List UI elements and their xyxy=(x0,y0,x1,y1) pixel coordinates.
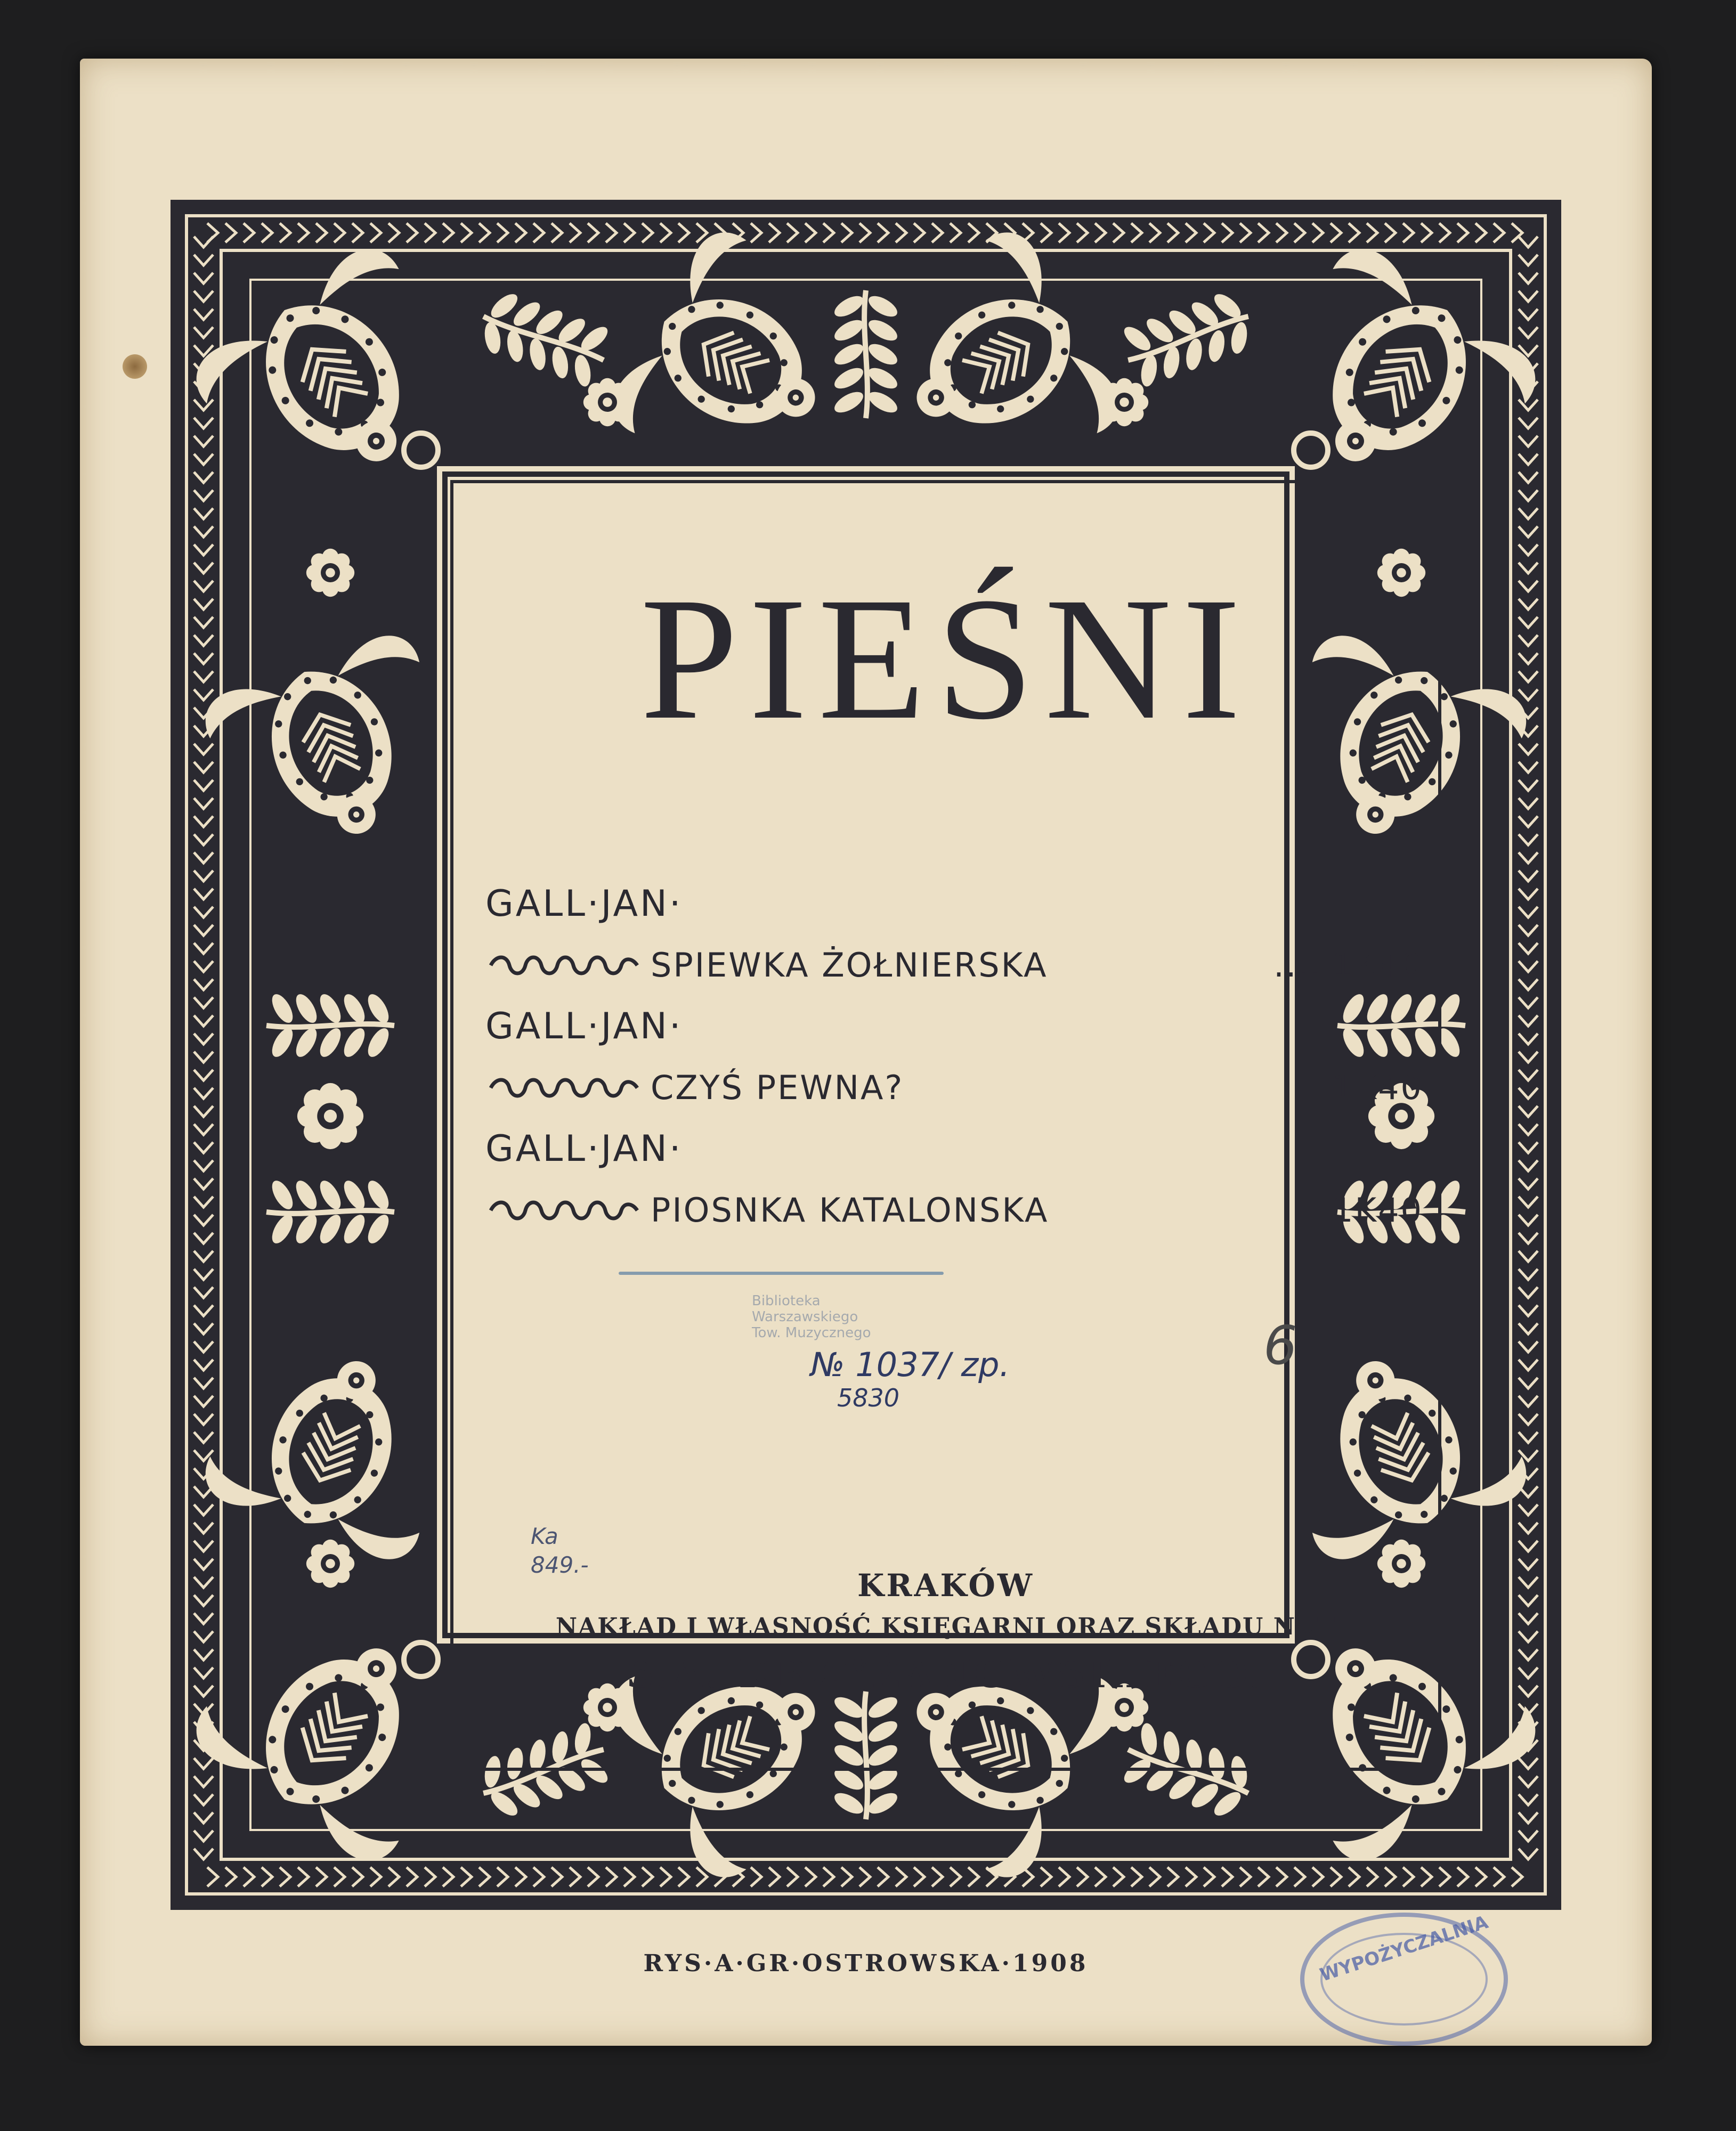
entry-song-row xyxy=(485,1059,1423,1117)
scroll-ornament-icon xyxy=(485,1075,640,1101)
entry-song-title: CZYŚ PEWNA? xyxy=(651,1068,904,1107)
oval-library-stamp xyxy=(1300,1913,1508,2046)
list-item xyxy=(485,995,1423,1117)
entry-price: 1K40 xyxy=(1332,1068,1423,1107)
imprint xyxy=(453,1567,1438,1696)
scroll-ornament-icon xyxy=(485,952,640,979)
entry-price: 1K40 xyxy=(1332,946,1423,985)
stamp-secondary-number: 5830 xyxy=(837,1384,900,1412)
blue-pencil-underline xyxy=(619,1272,944,1275)
stamp-inventory-number: № 1037/ zp. xyxy=(810,1345,1010,1384)
pencil-note-line: 849.- xyxy=(531,1552,589,1578)
pin-hole xyxy=(123,354,147,379)
song-list xyxy=(485,872,1423,1240)
oval-stamp-text: WYPOŻYCZALNIA xyxy=(1317,1912,1491,1986)
entry-author: GALL·JAN· xyxy=(485,1128,683,1170)
rosette-flower-icon xyxy=(306,549,354,597)
imprint-city: KRAKÓW xyxy=(857,1567,1035,1604)
list-item xyxy=(485,1117,1423,1240)
cover-sheet xyxy=(80,59,1652,2046)
entry-leader: .... xyxy=(1273,946,1322,985)
imprint-line: NAKŁAD I WŁASNOŚĆ KSIĘGARNI ORAZ SKŁADU NUT xyxy=(555,1613,1336,1640)
entry-song-title: PIOSNKA KATALONSKA xyxy=(651,1191,1049,1230)
rosette-flower-icon xyxy=(583,378,631,426)
rosette-flower-icon xyxy=(297,1083,363,1149)
rosette-flower-icon xyxy=(306,1540,354,1588)
leaf-spray-motif xyxy=(266,1177,394,1247)
page-title: PIEŚNI xyxy=(640,562,1252,756)
entry-author: GALL·JAN· xyxy=(485,883,683,925)
pencil-mark: 6 xyxy=(1263,1314,1297,1377)
stamp-line: Tow. Muzycznego xyxy=(752,1325,871,1341)
entry-price: 1K40 xyxy=(1332,1191,1423,1230)
scroll-ornament-icon xyxy=(485,1197,640,1224)
stamp-line: Biblioteka xyxy=(752,1293,821,1309)
entry-author: GALL·JAN· xyxy=(485,1005,683,1047)
artist-credit: RYS·A·GR·OSTROWSKA·1908 xyxy=(643,1950,1089,1977)
stamp-line: Warszawskiego xyxy=(752,1309,858,1325)
pencil-note-line: Ka xyxy=(531,1523,558,1549)
list-item xyxy=(485,872,1423,995)
entry-song-row xyxy=(485,936,1423,995)
title-panel xyxy=(450,480,1441,1771)
leaf-spray-motif xyxy=(831,290,901,418)
entry-song-title: SPIEWKA ŻOŁNIERSKA xyxy=(651,946,1048,985)
leaf-spray-motif xyxy=(266,991,394,1060)
rosette-flower-icon xyxy=(1100,378,1148,426)
entry-song-row xyxy=(485,1181,1423,1240)
imprint-publisher: S.A. KRZYŻANOWSKIEGO. xyxy=(626,1651,1266,1696)
